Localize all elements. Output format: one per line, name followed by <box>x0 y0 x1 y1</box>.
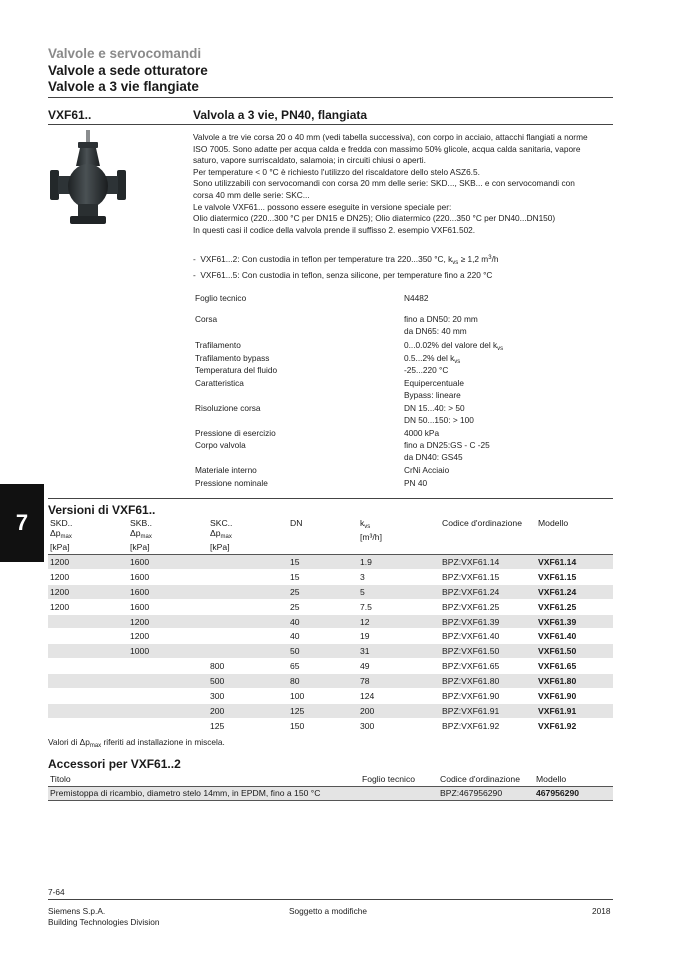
spec-label: Pressione di esercizio <box>195 428 276 438</box>
cell-code: BPZ:VXF61.50 <box>440 644 536 659</box>
cell-skd <box>48 689 128 704</box>
cell-skc: 500 <box>208 674 288 689</box>
cell-code: BPZ:VXF61.14 <box>440 555 536 570</box>
cell-skc <box>208 629 288 644</box>
product-title: Valvola a 3 vie, PN40, flangiata <box>193 108 368 122</box>
cell-skc <box>208 599 288 614</box>
cell-skc <box>208 584 288 599</box>
cell-code: BPZ:VXF61.80 <box>440 674 536 689</box>
table-row <box>48 703 613 718</box>
col-header-titolo: Titolo <box>48 772 360 786</box>
cell-model: VXF61.39 <box>536 614 613 629</box>
table-row <box>48 555 613 570</box>
cell-skc <box>208 614 288 629</box>
cell-skd: 1200 <box>48 584 128 599</box>
col-header-dn: DN <box>288 518 358 555</box>
cell-model: VXF61.14 <box>536 555 613 570</box>
table-row <box>48 614 613 629</box>
variant-bullets <box>193 253 498 281</box>
spec-value: -25...220 °C <box>404 365 449 375</box>
cell-code: BPZ:VXF61.15 <box>440 569 536 584</box>
cell-skc: 300 <box>208 689 288 704</box>
cell-skd: 1200 <box>48 569 128 584</box>
header-subtitle: Valvole a sede otturatore <box>48 63 208 78</box>
cell-dn: 25 <box>288 599 358 614</box>
description-line: Le valvole VXF61... possono essere eseguite in versione speciale per: <box>193 201 452 212</box>
spec-label: Materiale interno <box>195 465 257 475</box>
cell-dn: 150 <box>288 718 358 733</box>
spec-value: 0.5...2% del $k_{vs}$ <box>404 353 461 365</box>
table-row <box>48 629 613 644</box>
cell-code: BPZ:VXF61.39 <box>440 614 536 629</box>
cell-titolo: Premistoppa di ricambio, diametro stelo 14mm, in EPDM, fino a 150 °C <box>48 786 360 800</box>
cell-skb: 1000 <box>128 644 208 659</box>
spec-label: Trafilamento bypass <box>195 353 270 363</box>
description-line: saturo, vapore surriscaldato, salamoia; in circuiti chiusi o aperti. <box>193 155 426 166</box>
cell-skd <box>48 659 128 674</box>
cell-code: BPZ:VXF61.90 <box>440 689 536 704</box>
description-line: corsa 40 mm delle serie: SKC... <box>193 189 310 200</box>
cell-skd <box>48 644 128 659</box>
cell-skc <box>208 644 288 659</box>
table-row <box>48 689 613 704</box>
cell-dn: 125 <box>288 703 358 718</box>
description-line: Per temperature < 0 °C è richiesto l'utilizzo del riscaldatore dello stelo ASZ6.5. <box>193 166 480 177</box>
cell-code: BPZ:VXF61.91 <box>440 703 536 718</box>
product-code: VXF61.. <box>48 108 92 122</box>
cell-model: VXF61.24 <box>536 584 613 599</box>
col-header-code: Codice d'ordinazione <box>440 518 536 555</box>
cell-kvs: 7.5 <box>358 599 440 614</box>
title-rule <box>48 124 613 125</box>
col-header-code: Codice d'ordinazione <box>438 772 534 786</box>
description-line: Valvole a tre vie corsa 20 o 40 mm (vedi tabella successiva), con corpo in acciaio, attacchi flangiati a norme <box>193 132 588 142</box>
cell-model: VXF61.92 <box>536 718 613 733</box>
valve-image <box>48 130 128 241</box>
cell-dn: 65 <box>288 659 358 674</box>
cell-skb: 1600 <box>128 599 208 614</box>
spec-value: DN 15...40: > 50 <box>404 403 465 413</box>
cell-skd <box>48 614 128 629</box>
col-header-foglio: Foglio tecnico <box>360 772 438 786</box>
cell-dn: 15 <box>288 555 358 570</box>
cell-skd <box>48 703 128 718</box>
spec-value: PN 40 <box>404 478 428 488</box>
cell-dn: 50 <box>288 644 358 659</box>
cell-model: VXF61.90 <box>536 689 613 704</box>
product-description <box>193 132 615 236</box>
cell-dn: 40 <box>288 614 358 629</box>
cell-skc: 125 <box>208 718 288 733</box>
cell-code: BPZ:VXF61.25 <box>440 599 536 614</box>
cell-kvs: 5 <box>358 584 440 599</box>
cell-code: BPZ:VXF61.65 <box>440 659 536 674</box>
spec-value: DN 50...150: > 100 <box>404 415 474 425</box>
cell-kvs: 3 <box>358 569 440 584</box>
spec-label: Temperatura del fluido <box>195 365 278 375</box>
spec-label: Pressione nominale <box>195 478 268 488</box>
footer-division: Building Technologies Division <box>48 917 160 927</box>
cell-code: BPZ:VXF61.24 <box>440 584 536 599</box>
cell-kvs: 78 <box>358 674 440 689</box>
header-section: Valvole a 3 vie flangiate <box>48 79 199 94</box>
cell-skd: 1200 <box>48 599 128 614</box>
header-rule <box>48 97 613 98</box>
spec-value: fino a DN50: 20 mm <box>404 314 478 324</box>
spec-value: Bypass: lineare <box>404 390 461 400</box>
section-rule <box>48 498 613 499</box>
cell-skc: 200 <box>208 703 288 718</box>
description-line: Olio diatermico (220...300 °C per DN15 e DN25); Olio diatermico (220...350 °C per DN40...DN150) <box>193 213 556 224</box>
footer-rule <box>48 899 613 900</box>
versions-note: Valori di $\Delta p_{max}$ riferiti ad installazione in miscela. <box>48 737 225 749</box>
spec-value: fino a DN25:GS - C -25 <box>404 440 490 450</box>
spec-value: 0...0.02% del valore del $k_{vs}$ <box>404 340 504 352</box>
page-number: 7-64 <box>48 887 65 897</box>
cell-dn: 80 <box>288 674 358 689</box>
spec-label: Corsa <box>195 314 218 324</box>
table-row <box>48 584 613 599</box>
cell-code: BPZ:VXF61.92 <box>440 718 536 733</box>
spec-value: Equipercentuale <box>404 378 464 388</box>
cell-kvs: 49 <box>358 659 440 674</box>
bullet-item: - VXF61...2: Con custodia in teflon per temperature tra 220...350 °C, $k_{vs} \ge 1,2$ $m^3/h$ <box>193 254 499 266</box>
description-line: ISO 7005. Sono adatte per acqua calda e fredda con massimo 50% glicole, acqua calda sanitaria, vapore <box>193 143 581 154</box>
col-header-skc: SKC.. $\Delta p_{max}$ [kPa] <box>208 518 288 555</box>
versions-table <box>48 518 613 734</box>
cell-code: BPZ:467956290 <box>438 786 534 800</box>
cell-kvs: 200 <box>358 703 440 718</box>
cell-kvs: 19 <box>358 629 440 644</box>
table-row <box>48 674 613 689</box>
cell-skb <box>128 674 208 689</box>
spec-label: Foglio tecnico <box>195 293 247 303</box>
spec-label: Risoluzione corsa <box>195 403 261 413</box>
spec-value: da DN40: GS45 <box>404 452 463 462</box>
cell-model: VXF61.50 <box>536 644 613 659</box>
cell-model: VXF61.25 <box>536 599 613 614</box>
cell-skd <box>48 629 128 644</box>
cell-skb: 1600 <box>128 555 208 570</box>
col-header-kvs: $k_{vs}$ [m³/h] <box>358 518 440 555</box>
cell-skd <box>48 718 128 733</box>
versions-title: Versioni di VXF61.. <box>48 503 156 517</box>
cell-kvs: 12 <box>358 614 440 629</box>
cell-skd <box>48 674 128 689</box>
spec-value: N4482 <box>404 293 429 303</box>
cell-code: BPZ:VXF61.40 <box>440 629 536 644</box>
cell-kvs: 31 <box>358 644 440 659</box>
table-row <box>48 718 613 733</box>
footer-notice: Soggetto a modifiche <box>289 906 367 916</box>
cell-skc <box>208 569 288 584</box>
spec-value: CrNi Acciaio <box>404 465 450 475</box>
header-category: Valvole e servocomandi <box>48 46 202 61</box>
table-header-row <box>48 518 613 555</box>
accessories-title: Accessori per VXF61..2 <box>48 757 181 771</box>
cell-skc <box>208 555 288 570</box>
cell-model: VXF61.15 <box>536 569 613 584</box>
cell-skb: 1600 <box>128 569 208 584</box>
chapter-tab: 7 <box>0 484 44 562</box>
description-line: In questi casi il codice della valvola prende il suffisso 2. esempio VXF61.502. <box>193 224 476 235</box>
cell-dn: 40 <box>288 629 358 644</box>
footer-year: 2018 <box>592 906 611 916</box>
accessories-table <box>48 772 613 801</box>
cell-foglio <box>360 786 438 800</box>
col-header-skb: SKB.. $\Delta p_{max}$ [kPa] <box>128 518 208 555</box>
cell-dn: 100 <box>288 689 358 704</box>
table-header-row <box>48 772 613 786</box>
cell-dn: 25 <box>288 584 358 599</box>
cell-skc: 800 <box>208 659 288 674</box>
cell-model: VXF61.91 <box>536 703 613 718</box>
cell-model: VXF61.40 <box>536 629 613 644</box>
cell-model: 467956290 <box>534 786 613 800</box>
cell-skb: 1200 <box>128 629 208 644</box>
table-row <box>48 599 613 614</box>
cell-skd: 1200 <box>48 555 128 570</box>
cell-model: VXF61.65 <box>536 659 613 674</box>
cell-dn: 15 <box>288 569 358 584</box>
cell-skb: 1600 <box>128 584 208 599</box>
spec-label: Caratteristica <box>195 378 244 388</box>
table-row <box>48 569 613 584</box>
cell-skb <box>128 703 208 718</box>
cell-skb <box>128 659 208 674</box>
cell-model: VXF61.80 <box>536 674 613 689</box>
spec-value: 4000 kPa <box>404 428 440 438</box>
table-row <box>48 786 613 800</box>
cell-kvs: 300 <box>358 718 440 733</box>
bullet-item: - VXF61...5: Con custodia in teflon, senza silicone, per temperature fino a 220 °C <box>193 269 493 280</box>
spec-label: Corpo valvola <box>195 440 246 450</box>
col-header-skd: SKD.. $\Delta p_{max}$ [kPa] <box>48 518 128 555</box>
description-line: Sono utilizzabili con servocomandi con corsa 20 mm delle serie: SKD..., SKB... e con servocomandi con <box>193 178 575 189</box>
spec-value: da DN65: 40 mm <box>404 326 467 336</box>
table-row <box>48 659 613 674</box>
col-header-model: Modello <box>534 772 613 786</box>
cell-kvs: 124 <box>358 689 440 704</box>
spec-label: Trafilamento <box>195 340 241 350</box>
col-header-model: Modello <box>536 518 613 555</box>
table-row <box>48 644 613 659</box>
cell-skb <box>128 718 208 733</box>
cell-kvs: 1.9 <box>358 555 440 570</box>
cell-skb <box>128 689 208 704</box>
footer-company: Siemens S.p.A. <box>48 906 106 916</box>
cell-skb: 1200 <box>128 614 208 629</box>
